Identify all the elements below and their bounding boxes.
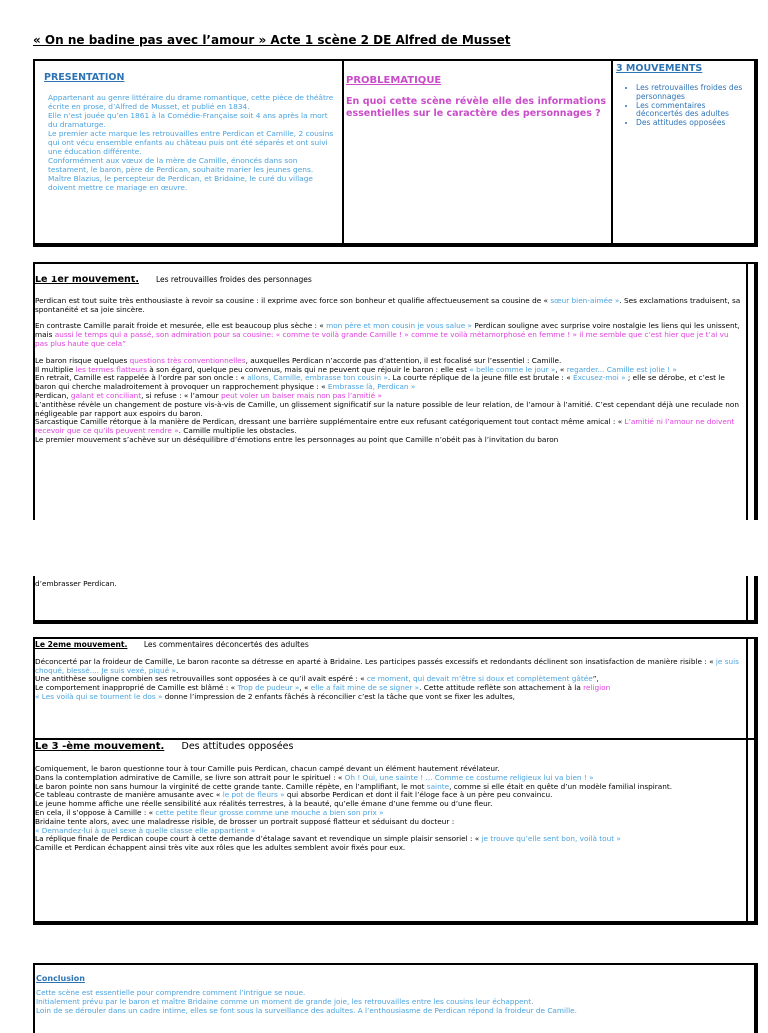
document-title: « On ne badine pas avec l’amour » Acte 1 scène 2 DE Alfred de Musset xyxy=(33,33,511,47)
movement-1-title: Le 1er mouvement. xyxy=(35,276,139,285)
movement-3-paragraph: Ce tableau contraste de manière amusante avec « le pot de fleurs » qui absorbe Perdican et dont il fait l’éloge face à un père peu convaincu. xyxy=(35,790,553,800)
conclusion-paragraph: Cette scène est essentielle pour comprendre comment l’intrigue se noue. xyxy=(36,988,306,997)
movement-1-subtitle: Les retrouvailles froides des personnages xyxy=(155,276,312,284)
movement-2-content xyxy=(35,641,743,737)
conclusion-heading: Conclusion xyxy=(36,974,85,983)
movement-1-thick-edge xyxy=(754,262,758,520)
movement-3-paragraph: La réplique finale de Perdican coupe court à cette demande d’étalage savant et revendique un simple plaisir sensoriel : « je trouve qu’elle sent bon, voilà tout » xyxy=(35,834,621,844)
conclusion-content xyxy=(36,974,748,1024)
conclusion-paragraph: Initialement prévu par le baron et maître Bridaine comme un moment de grande joie, les retrouvailles entre les cousins leur échappent. xyxy=(36,996,534,1006)
mouvement-list-item: • Des attitudes opposées xyxy=(636,119,754,128)
intro-table-thick-edge xyxy=(754,59,758,247)
movement-1-inner-edge xyxy=(746,262,748,520)
movement-2-paragraph: Une antithèse souligne combien ses retrouvailles sont opposées à ce qu’il avait espéré : « ce moment, qui devait m’être si doux et complètement gâtée”, xyxy=(35,674,599,684)
movement-2-paragraph: Le comportement inapproprié de Camille est blâmé : « Trop de pudeur », « elle a fait mine de se signer ». Cette attitude reflète son attachement à la religion xyxy=(35,683,611,693)
movement-1-paragraph: Perdican est tout suite très enthousiaste à revoir sa cousine : il exprime avec force son bonheur et qualifie affectueusement sa cousine de « sœur bien-aimée ». Ses exclamations traduisent, sa spontanéité et sa joie sincère. xyxy=(35,295,741,314)
presentation-cell xyxy=(44,72,338,240)
movement-3-title: Le 3 -ème mouvement. xyxy=(35,741,165,752)
problematique-question: En quoi cette scène révèle elle des informations essentielles sur le caractère des personnages ? xyxy=(346,96,606,119)
presentation-paragraph: Maître Blazius, le percepteur de Perdican, et Bridaine, le curé du village doivent mettre ce mariage en œuvre. xyxy=(48,174,313,192)
movement-1-continuation-thick-edge xyxy=(754,576,758,624)
mouvements-heading: 3 MOUVEMENTS xyxy=(616,63,703,74)
intro-table-divider xyxy=(611,59,613,247)
movement-3-paragraph: « Demandez-lui à quel sexe à quelle classe elle appartient » xyxy=(35,825,256,835)
movement-1-continuation-text: d’embrasser Perdican. xyxy=(35,580,117,588)
presentation-paragraph: Le premier acte marque les retrouvailles entre Perdican et Camille, 2 cousins qui ont vécu ensemble enfants au château puis ont été séparés et ont suivi une éducation différente. xyxy=(48,129,334,156)
conclusion-paragraph: Loin de se dérouler dans un cadre intime, elles se font sous la surveillance des adultes. A l’enthousiasme de Perdican répond la froideur de Camille. xyxy=(36,1005,577,1015)
movement-3-paragraph: En cela, il s’oppose à Camille : « cette petite fleur grosse comme une mouche a bien son prix » xyxy=(35,807,384,817)
mouvements-cell xyxy=(616,63,754,233)
movement-1-paragraph: Le premier mouvement s’achève sur un déséquilibre d’émotions entre les personnages au point que Camille n’obéit pas à l’invitation du baron xyxy=(35,434,559,444)
mouvement-list-item: • Les commentaires déconcertés des adultes xyxy=(636,102,754,120)
movement-1-paragraph: Il multiplie les termes flatteurs à son égard, quelque peu convenus, mais qui ne peuvent que réjouir le baron : elle est « belle comme le jour », « regarder... Camille est jolie ! » xyxy=(35,364,677,374)
mouvement-list-item: • Les retrouvailles froides des personnages xyxy=(636,84,754,102)
movement-2-paragraph: « Les voilà qui se tournent le dos » donne l’impression de 2 enfants fâchés à réconcilier c’est la tâche que vont se fixer les adultes, xyxy=(35,691,515,701)
movement-2-3-bottom xyxy=(33,921,758,925)
presentation-paragraph: Appartenant au genre littéraire du drame romantique, cette pièce de théâtre écrite en prose, d’Alfred de Musset, et publié en 1834. xyxy=(48,93,334,111)
intro-table-divider xyxy=(342,59,344,247)
movement-2-subtitle: Les commentaires déconcertés des adultes xyxy=(143,641,309,649)
conclusion-text xyxy=(36,989,748,1015)
movement-3-content xyxy=(35,741,743,919)
movement-3-paragraph: Le baron pointe non sans humour la virginité de cette grande tante. Camille répète, en l’amplifiant, le mot sainte, comme si elle était en quête d’un modèle familial inspirant. xyxy=(35,781,673,791)
movement-1-paragraph: En contraste Camille parait froide et mesurée, elle est beaucoup plus sèche : « mon père et mon cousin je vous salue » Perdican souligne avec surprise voire nostalgie les liens qui les unissent, mais aussi le temps qui a passé, son admiration pour sa cousine: « comme te voilà grande Camille ! » comme te voilà métamorphosé en femme ! » il me semble que c’est hier que je t’ai vu pas plus haute que cela” xyxy=(35,321,740,348)
movement-2-3-thick-edge xyxy=(754,637,758,925)
movement-2-3-inner-edge xyxy=(746,637,748,925)
movement-3-paragraph: Comiquement, le baron questionne tour à tour Camille puis Perdican, chacun campé devant un élément hautement révélateur. xyxy=(35,764,500,773)
movement-1-continuation-inner-edge xyxy=(746,576,748,624)
presentation-heading: PRESENTATION xyxy=(44,72,125,83)
presentation-paragraph: Conformément aux vœux de la mère de Camille, énoncés dans son testament, le baron, père de Perdican, souhaite marier les jeunes gens. xyxy=(48,156,314,174)
movement-1-paragraph: En retrait, Camille est rappelée à l’ordre par son oncle : « allons, Camille, embrasse ton cousin ». La courte réplique de la jeune fille est brutale : « Excusez-moi » ; elle se dérobe, et c’est le baron qui cherche maladroitement à provoquer un rapprochement physique : « Embrasse là, Perdican » xyxy=(35,373,725,392)
presentation-text xyxy=(44,93,338,192)
problematique-cell xyxy=(346,75,606,235)
intro-table-bottom-edge xyxy=(33,243,758,247)
movement-1-paragraph: Sarcastique Camille rétorque à la manière de Perdican, dressant une barrière supplémentaire entre eux refusant catégoriquement tout contact même amical : « L’amitié ni l’amour ne doivent recevoir que ce qu’ils peuvent rendre ». Camille multiplie les obstacles. xyxy=(35,417,735,436)
movement-1-continuation-bottom xyxy=(33,620,758,624)
movement-2-3-divider xyxy=(33,738,758,740)
presentation-paragraph: Elle n’est jouée qu’en 1861 à la Comédie-Française soit 4 ans après la mort du dramaturge. xyxy=(48,111,328,129)
movement-1-paragraph: L’antithèse révèle un changement de posture vis-à-vis de Camille, un glissement significatif sur la nature possible de leur relation, de l’amour à l’amitié. C’est cependant déjà une reculade non négligeable par rapport aux espoirs du baron. xyxy=(35,399,739,418)
movement-2-title: Le 2eme mouvement. xyxy=(35,641,128,649)
movement-3-paragraph: Dans la contemplation admirative de Camille, se livre son attrait pour le spirituel : « Oh ! Oui, une sainte ! ... Comme ce costume religieux lui va bien ! » xyxy=(35,772,594,782)
movement-1-paragraph: Le baron risque quelques questions très conventionnelles, auxquelles Perdican n’accorde pas d’attention, il est focalisé sur l’essentiel : Camille. xyxy=(35,355,562,365)
movement-3-paragraph: Bridaine tente alors, avec une maladresse risible, de brosser un portrait supposé flatteur et séduisant du docteur : xyxy=(35,816,455,826)
movement-2-paragraph: Déconcerté par la froideur de Camille, Le baron raconte sa détresse en aparté à Bridaine. Les participes passés excessifs et redondants déclinent son insatisfaction de manière risible : « je suis choqué, blessé.... Je suis vexé, piqué ». xyxy=(35,656,739,675)
problematique-heading: PROBLEMATIQUE xyxy=(346,75,442,86)
mouvements-list xyxy=(616,84,754,128)
conclusion-thick-edge xyxy=(754,963,758,1033)
movement-3-paragraph: Le jeune homme affiche une réelle sensibilité aux réalités terrestres, à la beauté, qu’elle émane d’une femme ou d’une fleur. xyxy=(35,799,493,809)
movement-3-subtitle: Des attitudes opposées xyxy=(181,741,294,752)
movement-1-content xyxy=(35,276,743,498)
movement-1-paragraph: Perdican, galant et conciliant, si refuse : « l’amour peut voler un baiser mais non pas l’amitié » xyxy=(35,390,382,400)
movement-3-paragraph: Camille et Perdican échappent ainsi très vite aux rôles que les adultes semblent avoir fixés pour eux. xyxy=(35,843,406,853)
